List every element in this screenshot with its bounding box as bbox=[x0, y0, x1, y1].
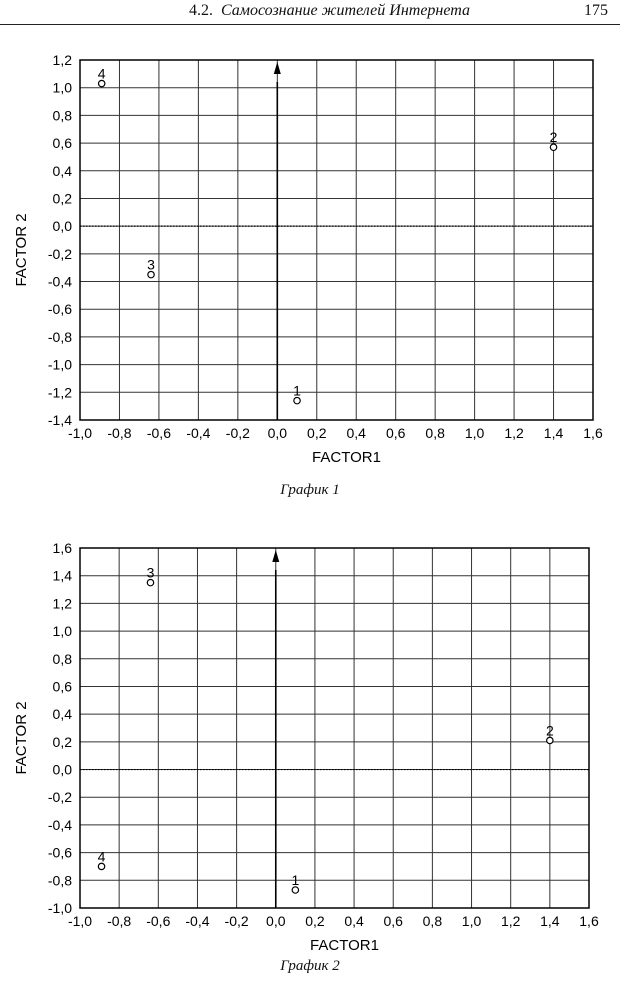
y-tick-label: -1,2 bbox=[47, 384, 72, 401]
x-tick-label: -0,6 bbox=[146, 425, 171, 441]
section-number: 4.2. bbox=[188, 2, 213, 19]
y-tick-label: 1,4 bbox=[52, 567, 72, 584]
x-tick-label: 0,8 bbox=[422, 913, 443, 929]
x-tick-label: 1,4 bbox=[540, 913, 560, 929]
y-tick-label: 0,0 bbox=[52, 761, 72, 778]
x-tick-label: -0,4 bbox=[186, 425, 211, 441]
scatter-chart-1 bbox=[0, 40, 620, 500]
section-title: Самосознание жителей Интернета bbox=[220, 2, 470, 19]
x-tick-label: -0,6 bbox=[146, 913, 171, 929]
y-tick-label: 0,2 bbox=[52, 190, 72, 207]
axis-arrow-icon bbox=[272, 550, 279, 562]
x-tick-label: 1,6 bbox=[583, 425, 603, 441]
data-point-label: 2 bbox=[545, 722, 554, 739]
data-point-label: 1 bbox=[291, 872, 300, 888]
x-tick-label: -1,0 bbox=[67, 913, 93, 929]
y-tick-label: -0,4 bbox=[47, 816, 72, 833]
data-point-label: 4 bbox=[97, 65, 106, 82]
x-tick-label: 0,2 bbox=[305, 913, 325, 929]
x-tick-label: 0,0 bbox=[266, 913, 286, 929]
x-axis-title: FACTOR1 bbox=[310, 937, 379, 954]
y-tick-label: 0,6 bbox=[52, 135, 72, 152]
header-rule bbox=[0, 24, 620, 25]
chart-caption-1: График 1 bbox=[280, 482, 340, 498]
y-tick-label: -0,6 bbox=[47, 844, 72, 861]
plot-frame bbox=[80, 60, 593, 420]
x-tick-label: -0,4 bbox=[185, 913, 210, 929]
y-tick-label: 0,8 bbox=[52, 107, 72, 124]
x-tick-label: 0,6 bbox=[385, 425, 406, 441]
data-point-label: 3 bbox=[146, 564, 155, 581]
y-tick-label: 0,8 bbox=[52, 650, 72, 667]
x-tick-label: 0,2 bbox=[307, 425, 327, 441]
y-tick-label: -1,0 bbox=[47, 900, 72, 916]
y-tick-label: 0,6 bbox=[52, 678, 72, 695]
y-axis-title: FACTOR 2 bbox=[13, 701, 30, 775]
data-point-label: 4 bbox=[97, 848, 106, 865]
y-tick-label: -1,4 bbox=[47, 412, 72, 428]
y-tick-label: 1,2 bbox=[52, 52, 72, 68]
y-tick-label: 1,2 bbox=[52, 595, 72, 612]
x-tick-label: -1,0 bbox=[67, 425, 93, 441]
x-tick-label: 1,4 bbox=[543, 425, 564, 441]
running-title bbox=[189, 2, 470, 20]
x-tick-label: 0,4 bbox=[344, 913, 364, 929]
x-tick-label: -0,8 bbox=[107, 425, 132, 441]
chart-caption-2: График 2 bbox=[280, 958, 340, 974]
x-tick-label: 1,6 bbox=[579, 913, 599, 929]
y-axis-title: FACTOR 2 bbox=[13, 213, 30, 287]
x-tick-label: 1,0 bbox=[461, 913, 482, 929]
y-tick-label: 0,4 bbox=[52, 706, 72, 723]
x-tick-label: 1,2 bbox=[504, 425, 524, 441]
x-tick-label: 0,0 bbox=[267, 425, 288, 441]
x-tick-label: -0,2 bbox=[225, 425, 250, 441]
axis-arrow-icon bbox=[274, 62, 281, 74]
x-tick-label: 0,8 bbox=[425, 425, 445, 441]
x-axis-title: FACTOR1 bbox=[312, 449, 381, 466]
y-tick-label: 1,0 bbox=[52, 79, 72, 96]
x-tick-label: 1,0 bbox=[464, 425, 485, 441]
x-tick-label: 0,6 bbox=[383, 913, 403, 929]
y-tick-label: -0,6 bbox=[47, 301, 72, 318]
y-tick-label: -0,2 bbox=[47, 789, 72, 806]
scatter-chart-2 bbox=[0, 528, 620, 968]
y-tick-label: -0,8 bbox=[47, 872, 72, 889]
y-tick-label: -1,0 bbox=[47, 356, 72, 373]
data-point-label: 1 bbox=[293, 382, 301, 399]
x-tick-label: -0,2 bbox=[224, 913, 249, 929]
y-tick-label: 1,0 bbox=[52, 623, 72, 640]
x-tick-label: 0,4 bbox=[346, 425, 366, 441]
y-tick-label: 1,6 bbox=[52, 540, 72, 556]
x-tick-label: -0,8 bbox=[107, 913, 132, 929]
y-tick-label: -0,8 bbox=[47, 328, 72, 345]
y-tick-label: 0,2 bbox=[52, 733, 72, 750]
y-tick-label: 0,0 bbox=[52, 218, 72, 235]
y-tick-label: -0,2 bbox=[47, 245, 72, 262]
data-point-label: 2 bbox=[549, 129, 558, 146]
plot-frame bbox=[80, 548, 589, 908]
page-number: 175 bbox=[584, 2, 608, 19]
y-tick-label: -0,4 bbox=[47, 273, 72, 290]
running-head bbox=[0, 0, 620, 26]
x-tick-label: 1,2 bbox=[500, 913, 521, 929]
y-tick-label: 0,4 bbox=[52, 162, 72, 179]
data-point-label: 3 bbox=[147, 256, 155, 273]
